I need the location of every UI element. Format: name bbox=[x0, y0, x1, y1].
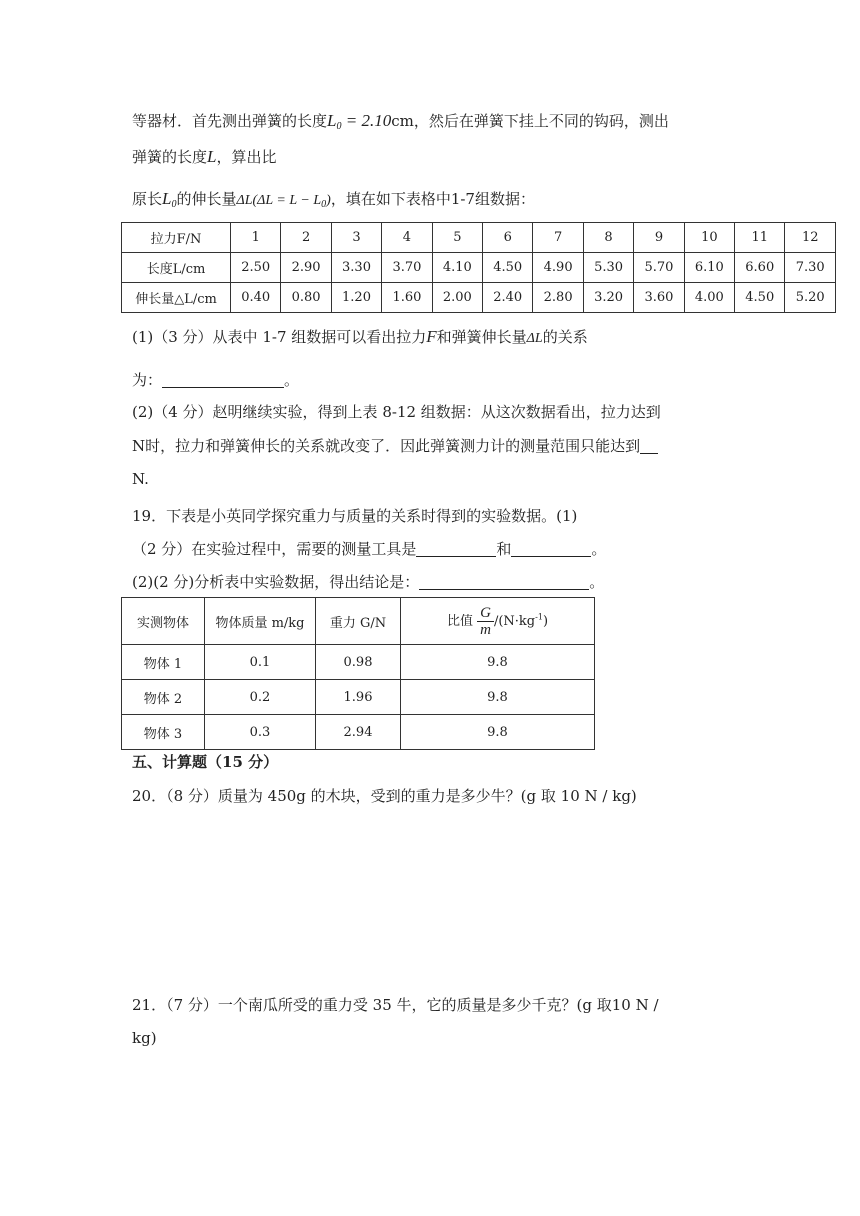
table-cell: 3.20 bbox=[583, 283, 633, 313]
q19-text-5: (2)(2 分)分析表中实验数据，得出结论是： bbox=[132, 573, 420, 591]
ratio-fraction: $\frac{G}{m}$ bbox=[477, 605, 494, 638]
table-cell: 9.8 bbox=[401, 715, 595, 750]
table-header-cell: 物体质量 m/kg bbox=[205, 598, 316, 645]
q1-answer-end: 。 bbox=[284, 371, 300, 389]
table-cell: 5 bbox=[432, 223, 482, 253]
table-row bbox=[122, 283, 836, 313]
table-cell: 3 bbox=[331, 223, 381, 253]
table-cell: 9 bbox=[634, 223, 684, 253]
intro-text-7: ，填在如下表格中1-7组数据： bbox=[330, 190, 535, 208]
q19-text: 19．下表是小英同学探究重力与质量的关系时得到的实验数据。(1) bbox=[132, 507, 578, 525]
q2-line bbox=[132, 402, 661, 422]
table-cell: 2.80 bbox=[533, 283, 583, 313]
q19-line-3 bbox=[132, 572, 604, 592]
table-cell: 0.40 bbox=[231, 283, 281, 313]
table-cell: 5.70 bbox=[634, 253, 684, 283]
section-heading: 五、计算题（15 分） bbox=[132, 753, 279, 771]
table-cell: 0.80 bbox=[281, 283, 331, 313]
table-cell: 2.00 bbox=[432, 283, 482, 313]
table-cell: 12 bbox=[785, 223, 836, 253]
table-cell: 4 bbox=[382, 223, 432, 253]
table-cell: 5.30 bbox=[583, 253, 633, 283]
q1-answer-line bbox=[132, 370, 299, 390]
table-cell: 长度L/cm bbox=[122, 253, 231, 283]
table-cell: 5.20 bbox=[785, 283, 836, 313]
table-cell: 6.10 bbox=[684, 253, 734, 283]
q19-line-2 bbox=[132, 539, 606, 559]
intro-line-1 bbox=[132, 111, 669, 137]
ratio-label: 比值 bbox=[446, 613, 473, 629]
q1-text-3: 的关系 bbox=[542, 328, 588, 346]
table-cell: 物体 2 bbox=[122, 680, 205, 715]
q19-text-4: 。 bbox=[591, 540, 607, 558]
table-cell: 3.60 bbox=[634, 283, 684, 313]
table-cell: 3.30 bbox=[331, 253, 381, 283]
table-cell: 3.70 bbox=[382, 253, 432, 283]
table-cell: 2.40 bbox=[483, 283, 533, 313]
table-cell: 7 bbox=[533, 223, 583, 253]
table-cell: 4.00 bbox=[684, 283, 734, 313]
table-cell: 6.60 bbox=[735, 253, 785, 283]
q19-text-6: 。 bbox=[589, 573, 605, 591]
q19-conclusion-blank[interactable] bbox=[419, 573, 589, 590]
q19-tool-blank-1[interactable] bbox=[416, 540, 496, 557]
table-cell: 2.94 bbox=[316, 715, 401, 750]
table-cell: 0.3 bbox=[205, 715, 316, 750]
l0-symbol-2: $L_0$ bbox=[162, 189, 177, 210]
intro-text-3: 弹簧的长度 bbox=[132, 148, 208, 166]
table-cell: 7.30 bbox=[785, 253, 836, 283]
q1-text-2: 和弹簧伸长量 bbox=[436, 328, 527, 346]
table-row bbox=[122, 680, 595, 715]
delta-l-symbol: ΔL bbox=[526, 331, 543, 346]
intro-text-6: 的伸长量 bbox=[176, 190, 237, 208]
l0-symbol: $L_0 = 2.10$ bbox=[327, 111, 392, 132]
table-cell: 9.8 bbox=[401, 645, 595, 680]
intro-text-4: ，算出比 bbox=[216, 148, 277, 166]
table-header-cell: 实测物体 bbox=[122, 598, 205, 645]
intro-text-5: 原长 bbox=[132, 190, 163, 208]
l-symbol: L bbox=[207, 147, 217, 166]
f-symbol: F bbox=[426, 327, 437, 346]
table-cell: 6 bbox=[483, 223, 533, 253]
gravity-mass-table bbox=[121, 597, 595, 750]
q2-text: (2)（4 分）赵明继续实验，得到上表 8-12 组数据：从这次数据看出，拉力达到 bbox=[132, 403, 661, 421]
table-cell: 4.50 bbox=[483, 253, 533, 283]
table-cell: 物体 3 bbox=[122, 715, 205, 750]
table-cell: 物体 1 bbox=[122, 645, 205, 680]
table-cell: 4.50 bbox=[735, 283, 785, 313]
q2-text-3: N. bbox=[132, 470, 149, 488]
table-cell: 8 bbox=[583, 223, 633, 253]
table-cell: 11 bbox=[735, 223, 785, 253]
intro-text-2: cm，然后在弹簧下挂上不同的钩码，测出 bbox=[391, 112, 669, 130]
table-cell: 1.60 bbox=[382, 283, 432, 313]
table-cell: 1.20 bbox=[331, 283, 381, 313]
table-cell: 伸长量△L/cm bbox=[122, 283, 231, 313]
table-cell: 9.8 bbox=[401, 680, 595, 715]
q2-line-2 bbox=[132, 436, 658, 456]
q1-text: (1)（3 分）从表中 1-7 组数据可以看出拉力 bbox=[132, 328, 427, 346]
q19-text-2: （2 分）在实验过程中，需要的测量工具是 bbox=[132, 540, 417, 558]
table-cell: 1.96 bbox=[316, 680, 401, 715]
intro-line-2 bbox=[132, 147, 277, 167]
table-cell: 0.1 bbox=[205, 645, 316, 680]
table-cell: 0.98 bbox=[316, 645, 401, 680]
spring-data-table bbox=[121, 222, 836, 313]
table-row bbox=[122, 645, 595, 680]
intro-line-3 bbox=[132, 189, 535, 215]
q1-answer-blank[interactable] bbox=[162, 371, 284, 388]
q19-line bbox=[132, 506, 577, 526]
table-cell: 2.50 bbox=[231, 253, 281, 283]
table-cell: 4.90 bbox=[533, 253, 583, 283]
q19-tool-blank-2[interactable] bbox=[511, 540, 591, 557]
q1-line bbox=[132, 327, 588, 349]
table-cell: 拉力F/N bbox=[122, 223, 231, 253]
q21-text-2: kg) bbox=[132, 1029, 157, 1047]
table-cell: 10 bbox=[684, 223, 734, 253]
intro-text: 等器材．首先测出弹簧的长度 bbox=[132, 112, 328, 130]
table-header-cell: 重力 G/N bbox=[316, 598, 401, 645]
table-row bbox=[122, 598, 595, 645]
q2-text-2: N时，拉力和弹簧伸长的关系就改变了．因此弹簧测力计的测量范围只能达到 bbox=[132, 437, 641, 455]
q2-answer-blank[interactable] bbox=[640, 437, 658, 454]
table-cell: 2 bbox=[281, 223, 331, 253]
ratio-header-cell bbox=[401, 598, 595, 645]
table-row bbox=[122, 715, 595, 750]
table-cell: 0.2 bbox=[205, 680, 316, 715]
table-row bbox=[122, 253, 836, 283]
q20-text: 20．（8 分）质量为 450g 的木块，受到的重力是多少牛？(g 取 10 N / kg) bbox=[132, 787, 637, 805]
table-cell: 2.90 bbox=[281, 253, 331, 283]
table-row bbox=[122, 223, 836, 253]
ratio-unit: $/(N\cdot kg^{-1})$ bbox=[493, 612, 549, 629]
table-cell: 1 bbox=[231, 223, 281, 253]
table-cell: 4.10 bbox=[432, 253, 482, 283]
q1-answer-label: 为： bbox=[132, 371, 163, 389]
q2-line-3 bbox=[132, 469, 149, 489]
q19-text-3: 和 bbox=[496, 540, 512, 558]
q21-text: 21．（7 分）一个南瓜所受的重力受 35 牛，它的质量是多少千克？(g 取10 N / bbox=[132, 996, 659, 1014]
delta-formula: $\Delta L(\Delta L = L - L_0)$ bbox=[236, 193, 331, 210]
